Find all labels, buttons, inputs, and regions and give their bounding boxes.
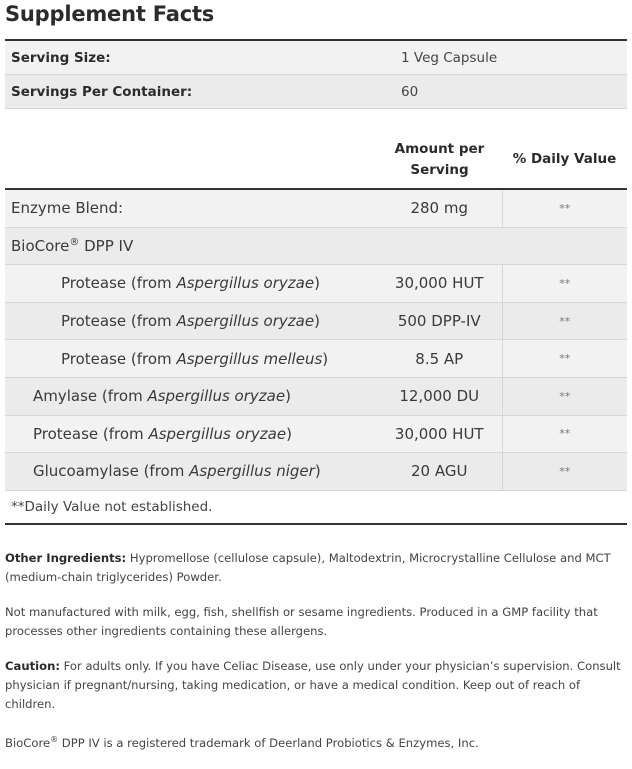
ingredient-amount: 280 mg — [377, 189, 502, 227]
trademark-brand: BioCore — [5, 735, 51, 750]
group-suffix: DPP IV — [79, 236, 134, 255]
header-daily-value: % Daily Value — [502, 131, 627, 189]
table-header-row — [5, 131, 627, 189]
name-suffix: ) — [314, 312, 320, 331]
serving-size-label: Serving Size: — [5, 40, 395, 75]
ingredient-dv: ** — [502, 265, 627, 303]
ingredient-name — [5, 453, 377, 491]
ingredient-amount: 30,000 HUT — [377, 415, 502, 453]
page-title: Supplement Facts — [5, 2, 215, 26]
name-prefix: Protease (from — [33, 424, 149, 443]
ingredient-dv: ** — [502, 377, 627, 415]
table-row — [5, 189, 627, 227]
name-suffix: ) — [286, 424, 292, 443]
name-prefix: Protease (from — [61, 274, 177, 293]
ingredient-amount: 30,000 HUT — [377, 265, 502, 303]
table-row — [5, 415, 627, 453]
group-brand: BioCore — [11, 236, 70, 255]
registered-mark: ® — [69, 236, 80, 248]
serving-info-table — [5, 39, 627, 109]
table-row — [5, 302, 627, 340]
registered-mark: ® — [50, 735, 59, 744]
name-prefix: Amylase (from — [33, 387, 148, 406]
ingredient-amount: 20 AGU — [377, 453, 502, 491]
table-row — [5, 453, 627, 491]
footnote: **Daily Value not established. — [5, 490, 627, 524]
species: Aspergillus oryzae — [148, 424, 287, 443]
servings-per-container-row — [5, 75, 627, 109]
caution-label: Caution: — [5, 659, 60, 673]
other-ingredients-text: Hypromellose (cellulose capsule), Maltodextrin, Microcrystalline Cellulose and MCT (medium-chain triglycerides) Powder. — [5, 551, 611, 584]
species: Aspergillus oryzae — [176, 312, 315, 331]
other-ingredients-label: Other Ingredients: — [5, 551, 127, 565]
name-prefix: Glucoamylase (from — [33, 462, 190, 481]
header-amount-line1: Amount per — [394, 140, 485, 157]
table-row-group — [5, 227, 627, 265]
name-suffix: ) — [285, 387, 291, 406]
ingredient-dv: ** — [502, 453, 627, 491]
serving-size-row — [5, 40, 627, 75]
name-suffix: ) — [322, 349, 329, 368]
servings-per-container-value: 60 — [395, 75, 627, 109]
ingredient-dv: ** — [502, 189, 627, 227]
serving-size-value: 1 Veg Capsule — [395, 40, 627, 75]
ingredient-amount: 12,000 DU — [377, 377, 502, 415]
ingredient-dv: ** — [502, 415, 627, 453]
species: Aspergillus oryzae — [176, 274, 315, 293]
name-suffix: ) — [314, 462, 321, 481]
table-row — [5, 377, 627, 415]
ingredient-name — [5, 340, 377, 378]
header-amount — [377, 131, 502, 189]
caution-text: For adults only. If you have Celiac Disease, use only under your physician’s supervision. Consult physician if pregnant/nursing, taking medication, or have a medical condition. Keep out of reach of children. — [5, 659, 621, 711]
table-row — [5, 340, 627, 378]
allergen-statement: Not manufactured with milk, egg, fish, shellfish or sesame ingredients. Produced in a GMP facility that processes other ingredients containing these allergens. — [5, 605, 598, 638]
trademark-text: DPP IV is a registered trademark of Deerland Probiotics & Enzymes, Inc. — [58, 735, 479, 750]
other-ingredients — [5, 549, 625, 587]
name-prefix: Protease (from — [61, 349, 177, 368]
supplement-facts-table — [5, 131, 627, 525]
ingredient-name — [5, 265, 377, 303]
footnote-row — [5, 490, 627, 524]
caution-statement — [5, 657, 625, 714]
trademark-statement — [5, 730, 625, 753]
table-row — [5, 265, 627, 303]
name-prefix: Protease (from — [61, 312, 177, 331]
species: Aspergillus niger — [189, 462, 315, 481]
ingredient-dv: ** — [502, 302, 627, 340]
ingredient-amount: 8.5 AP — [377, 340, 502, 378]
ingredient-name — [5, 302, 377, 340]
ingredient-amount: 500 DPP-IV — [377, 302, 502, 340]
header-name — [5, 131, 377, 189]
ingredient-name: Enzyme Blend: — [5, 189, 377, 227]
ingredient-group-name — [5, 227, 627, 265]
header-amount-line2: Serving — [410, 161, 469, 178]
ingredient-name — [5, 377, 377, 415]
species: Aspergillus oryzae — [147, 387, 286, 406]
label-notes — [5, 549, 625, 769]
ingredient-dv: ** — [502, 340, 627, 378]
ingredient-name — [5, 415, 377, 453]
servings-per-container-label: Servings Per Container: — [5, 75, 395, 109]
name-suffix: ) — [314, 274, 320, 293]
species: Aspergillus melleus — [176, 349, 323, 368]
